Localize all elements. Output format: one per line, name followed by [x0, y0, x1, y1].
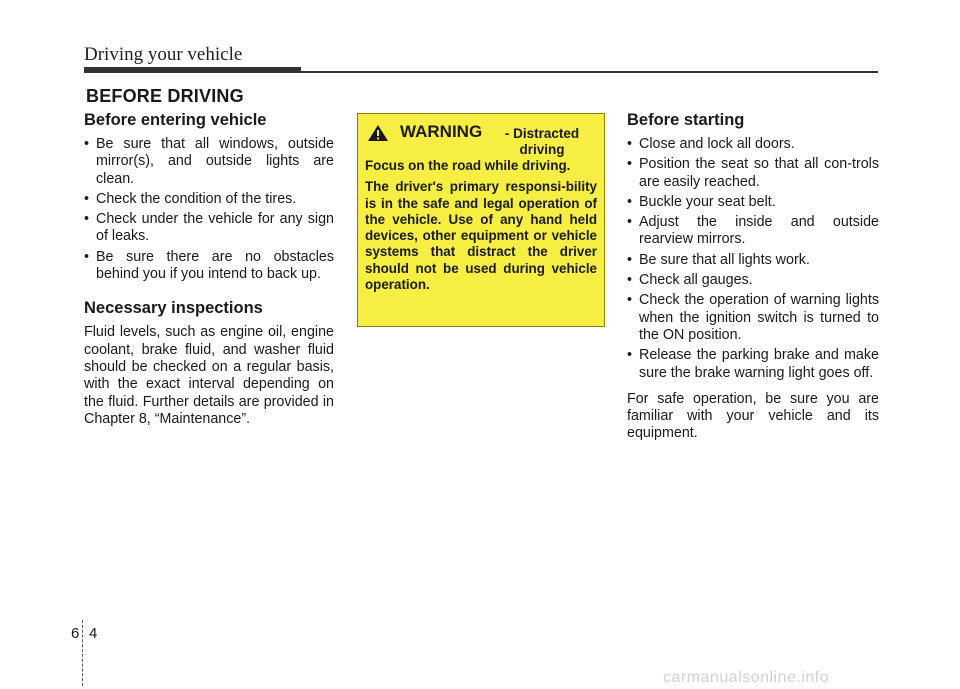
list-item: • Buckle your seat belt. [627, 194, 879, 211]
entering-list [84, 136, 334, 283]
list-item: • Be sure that all windows, outside mirror(s), and outside lights are clean. [84, 136, 334, 188]
warning-text [365, 158, 597, 293]
list-item: • Check under the vehicle for any sign of leaks. [84, 211, 334, 246]
list-item: • Check all gauges. [627, 272, 879, 289]
header-rule [84, 71, 878, 73]
warning-label: WARNING [400, 122, 483, 141]
inspections-heading: Necessary inspections [84, 299, 263, 318]
starting-heading: Before starting [627, 111, 745, 129]
list-item: • Be sure there are no obstacles behind you if you intend to back up. [84, 249, 334, 284]
list-item: • Check the condition of the tires. [84, 191, 334, 208]
list-item: • Be sure that all lights work. [627, 252, 879, 269]
watermark: carmanualsonline.info [663, 669, 830, 686]
page-number: 4 [89, 625, 98, 642]
warning-lead: Focus on the road while driving. [365, 158, 571, 173]
running-head: Driving your vehicle [84, 44, 243, 65]
warning-box [357, 113, 605, 327]
chapter-number: 6 [71, 625, 80, 642]
starting-list [627, 136, 879, 382]
closing-text: For safe operation, be sure you are familiar with your vehicle and its equipment. [627, 390, 879, 442]
list-item: • Check the operation of warning lights when the ignition switch is turned to the ON position. [627, 292, 879, 344]
page-number-divider [82, 620, 83, 686]
right-column [627, 110, 879, 443]
warning-subtitle-line1: - Distracted [504, 126, 580, 141]
inspections-text: Fluid levels, such as engine oil, engine coolant, brake fluid, and washer fluid should be checked on a regular basis, with the exact interval depending on the fluid. Further details are provided in Chapter 8, “Maintenance”. [84, 324, 334, 427]
list-item: • Release the parking brake and make sure the brake warning light goes off. [627, 347, 879, 382]
list-item: • Position the seat so that all con-trols are easily reached. [627, 156, 879, 191]
list-item: • Close and lock all doors. [627, 136, 879, 153]
warning-body: The driver's primary responsi-bility is in the safe and legal operation of the vehicle. Use of any hand held devices, other equipment or vehicle systems that distract the driver should not be used during vehicle operation. [365, 179, 597, 293]
warning-subtitle-line2: driving [519, 142, 565, 157]
section-title: BEFORE DRIVING [86, 86, 244, 106]
list-item: • Adjust the inside and outside rearview mirrors. [627, 214, 879, 249]
warning-subtitle [497, 126, 587, 158]
warning-triangle-icon [367, 124, 389, 142]
entering-heading: Before entering vehicle [84, 111, 267, 129]
warning-title [365, 122, 597, 158]
left-column [84, 110, 334, 428]
